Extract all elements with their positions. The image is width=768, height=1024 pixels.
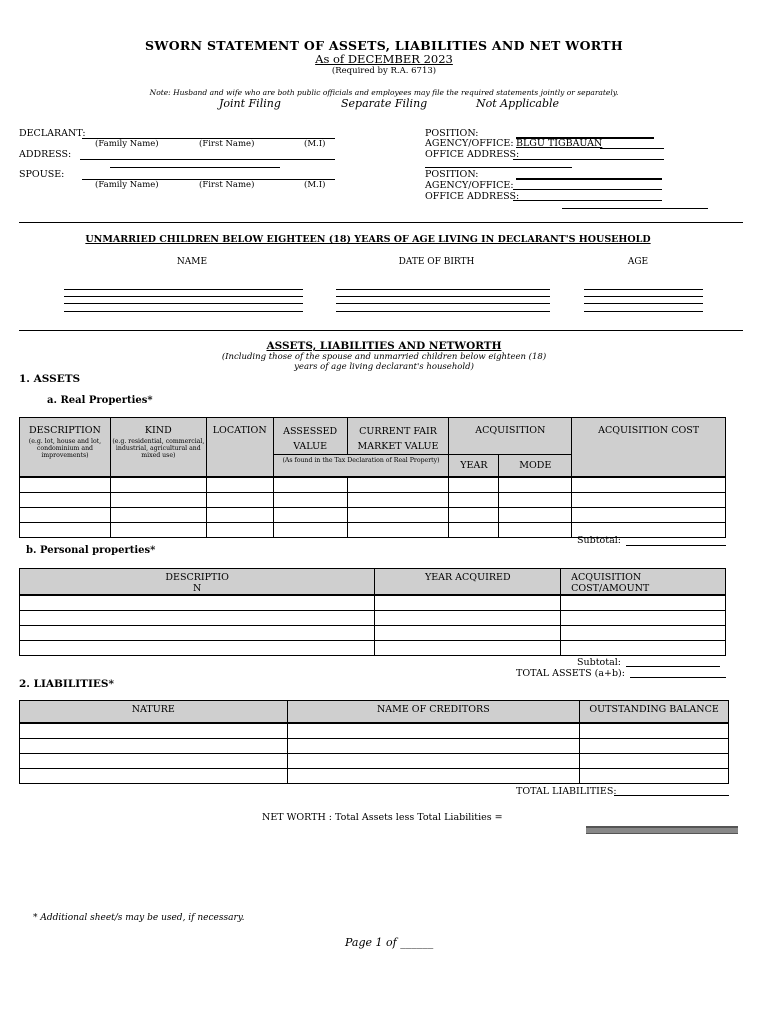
child-age-field[interactable] [584,311,703,312]
children-age-header: AGE [627,257,649,267]
joint-filing-option[interactable]: Joint Filing [219,97,281,110]
description-header: DESCRIPTION (e.g. lot, house and lot, condominium and improvements) [20,418,111,477]
address-field-line2[interactable] [110,167,280,168]
table-row[interactable] [20,477,726,493]
table-row[interactable] [20,595,726,611]
tax-declaration-note: (As found in the Tax Declaration of Real Property) [273,455,449,477]
child-dob-field[interactable] [336,296,550,297]
address-field[interactable] [80,159,335,160]
real-subtotal-field[interactable] [626,545,726,546]
alnw-subtitle-2: years of age living declarant's household) [294,362,474,372]
child-age-field[interactable] [584,296,703,297]
section-divider-1 [19,222,743,223]
mi-caption: (M.I) [304,139,326,149]
office-address-field-line2[interactable] [425,167,572,168]
section-divider-2 [19,330,743,331]
spouse-agency-field[interactable] [513,189,662,190]
kind-header: KIND (e.g. residential, commercial, industrial, agricultural and mixed use) [110,418,206,477]
real-properties-heading: a. Real Properties* [47,395,153,406]
fair-market-value-header: CURRENT FAIR MARKET VALUE [347,418,449,455]
separate-filing-option[interactable]: Separate Filing [341,97,428,110]
agency-field[interactable] [600,148,664,149]
spouse-office-address-label: OFFICE ADDRESS: [425,191,520,202]
office-address-label: OFFICE ADDRESS: [425,149,520,160]
liabilities-table [19,700,729,784]
spouse-label: SPOUSE: [19,169,65,180]
spouse-position-label: POSITION: [425,169,479,180]
real-properties-table [19,417,726,538]
child-dob-field[interactable] [336,303,550,304]
page-number: Page 1 of ______ [345,936,434,949]
child-name-field[interactable] [64,289,303,290]
as-of-date: As of DECEMBER 2023 [315,52,453,66]
table-row[interactable] [20,641,726,656]
table-row[interactable] [20,492,726,507]
filing-note: Note: Husband and wife who are both public officials and employees may file the required statements jointly or separately. [149,88,619,97]
position-label: POSITION: [425,128,479,139]
child-name-field[interactable] [64,303,303,304]
personal-subtotal-field[interactable] [626,666,720,667]
table-row[interactable] [20,753,729,768]
table-row[interactable] [20,626,726,641]
address-label: ADDRESS: [19,149,72,160]
form-title: SWORN STATEMENT OF ASSETS, LIABILITIES AND NET WORTH [145,38,623,53]
additional-sheets-note: * Additional sheet/s may be used, if necessary. [33,913,245,923]
total-liabilities-field[interactable] [614,795,729,796]
table-row[interactable] [20,723,729,739]
assessed-value-header: ASSESSED VALUE [273,418,347,455]
child-name-field[interactable] [64,296,303,297]
personal-properties-table [19,568,726,656]
spouse-office-address-field-line2[interactable] [562,208,708,209]
personal-description-header: DESCRIPTIO N [20,569,375,596]
table-row[interactable] [20,768,729,783]
children-section-title: UNMARRIED CHILDREN BELOW EIGHTEEN (18) YEARS OF AGE LIVING IN DECLARANT'S HOUSEHOLD [85,234,651,245]
child-name-field[interactable] [64,311,303,312]
location-header: LOCATION [206,418,273,477]
not-applicable-option[interactable]: Not Applicable [476,97,560,110]
table-row[interactable] [20,611,726,626]
child-age-field[interactable] [584,289,703,290]
total-assets-label: TOTAL ASSETS (a+b): [516,668,625,679]
table-row[interactable] [20,507,726,522]
child-dob-field[interactable] [336,311,550,312]
liabilities-heading: 2. LIABILITIES* [19,678,114,690]
acquisition-cost-header: ACQUISITION COST [572,418,726,477]
acquisition-cost-amount-header: ACQUISITION COST/AMOUNT [561,569,726,596]
spouse-family-name-caption: (Family Name) [95,180,159,190]
personal-subtotal-label: Subtotal: [577,657,621,668]
office-address-field[interactable] [513,159,664,160]
agency-label: AGENCY/OFFICE: [425,138,514,149]
outstanding-balance-header: OUTSTANDING BALANCE [580,701,729,723]
alnw-title: ASSETS, LIABILITIES AND NETWORTH [266,340,502,352]
table-row[interactable] [20,738,729,753]
required-by: (Required by R.A. 6713) [331,66,437,76]
spouse-agency-label: AGENCY/OFFICE: [425,180,514,191]
declarant-label: DECLARANT: [19,128,86,139]
real-subtotal-label: Subtotal: [577,535,621,546]
spouse-office-address-field[interactable] [513,200,662,201]
children-name-header: NAME [176,257,208,267]
total-assets-field[interactable] [630,677,726,678]
agency-value: BLGU TIGBAUAN [516,138,603,149]
net-worth-label: NET WORTH : Total Assets less Total Liabilities = [262,812,503,823]
alnw-subtitle-1: (Including those of the spouse and unmarried children below eighteen (18) [221,352,547,362]
family-name-caption: (Family Name) [95,139,159,149]
first-name-caption: (First Name) [199,139,255,149]
child-age-field[interactable] [584,303,703,304]
child-dob-field[interactable] [336,289,550,290]
spouse-mi-caption: (M.I) [304,180,326,190]
nature-header: NATURE [20,701,288,723]
acquisition-header: ACQUISITION [449,418,572,455]
total-liabilities-label: TOTAL LIABILITIES: [516,786,617,797]
personal-properties-heading: b. Personal properties* [26,545,156,556]
assets-heading: 1. ASSETS [19,373,81,385]
children-dob-header: DATE OF BIRTH [398,257,475,267]
spouse-first-name-caption: (First Name) [199,180,255,190]
year-header: YEAR [449,455,499,477]
spouse-position-field[interactable] [516,178,662,180]
net-worth-field[interactable] [586,826,738,834]
creditors-header: NAME OF CREDITORS [287,701,580,723]
year-acquired-header: YEAR ACQUIRED [375,569,561,596]
mode-header: MODE [499,455,572,477]
